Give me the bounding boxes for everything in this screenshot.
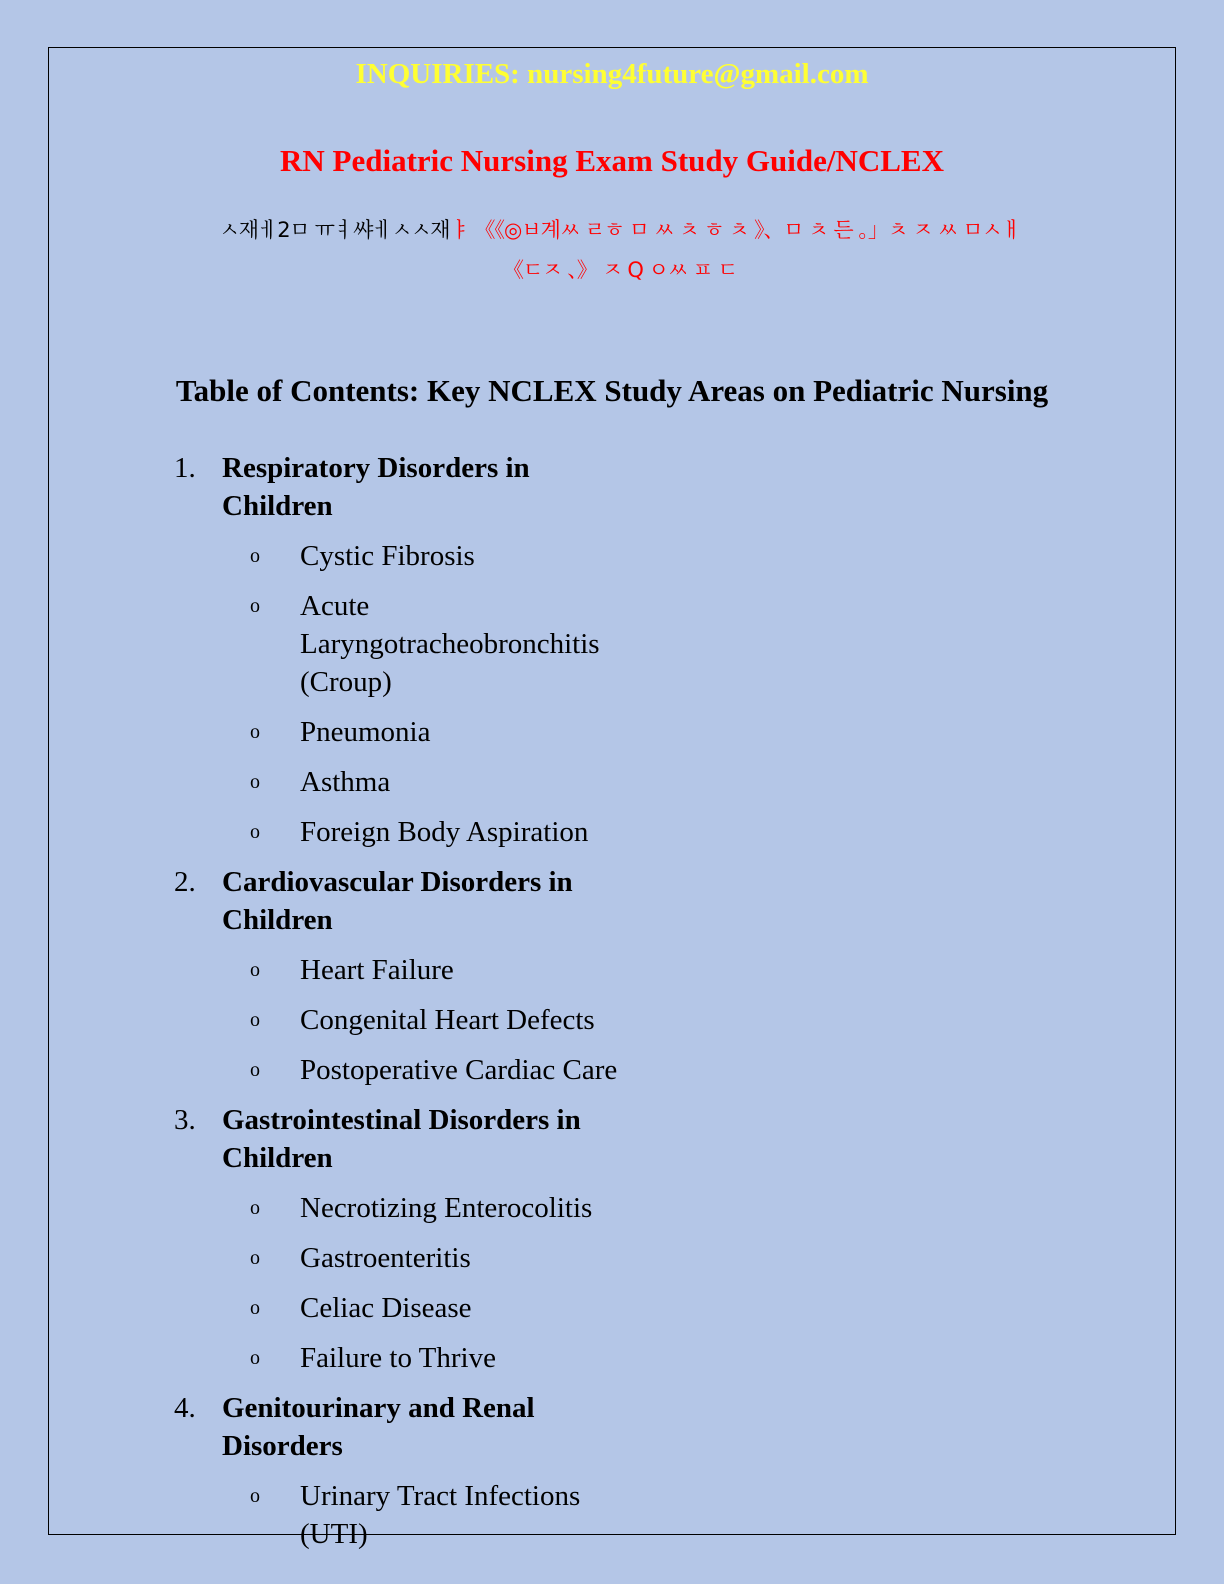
list-item (168, 1189, 668, 1227)
toc-section-gastrointestinal (168, 1101, 668, 1377)
topic-label: Postoperative Cardiac Care (300, 1054, 618, 1086)
toc-heading: Table of Contents: Key NCLEX Study Areas on Pediatric Nursing (175, 373, 1049, 408)
garbled-text-red: ㅑ 《《◎ㅂ계ㅆ ㄹㅎ ㅁ ㅆ ㅊ ㅎ ㅊ 》、ㅁ ㅊ 든 。」ㅊ ㅈ ㅆ ㅁㅅㅐ 《ㄷㅈ 、》 ㅈ Q ㅇㅆ ㅍ ㄷ (449, 218, 1021, 282)
list-item (168, 1289, 668, 1327)
list-item (168, 587, 668, 701)
list-item (168, 1339, 668, 1377)
list-item (168, 713, 668, 751)
bullet-marker: o (250, 1485, 260, 1507)
section-topics (168, 951, 668, 1089)
document-title: RN Pediatric Nursing Exam Study Guide/NCLEX (280, 143, 944, 178)
toc-section-genitourinary (168, 1389, 668, 1553)
bullet-marker: o (250, 1347, 260, 1369)
section-number: 2. (174, 866, 196, 898)
topic-label: Failure to Thrive (300, 1342, 496, 1374)
bullet-marker: o (250, 1009, 260, 1031)
bullet-marker: o (250, 595, 260, 617)
list-item (168, 1477, 668, 1553)
list-item (168, 537, 668, 575)
section-title: Genitourinary and Renal Disorders (222, 1392, 535, 1462)
toc-section-cardiovascular (168, 863, 668, 1089)
section-title: Cardiovascular Disorders in Children (222, 866, 573, 936)
topic-label: Urinary Tract Infections (UTI) (300, 1480, 581, 1550)
section-title: Gastrointestinal Disorders in Children (222, 1104, 581, 1174)
section-topics (168, 1477, 668, 1553)
section-topics (168, 1189, 668, 1377)
section-number: 3. (174, 1104, 196, 1136)
garbled-text-black: ㅅ재ㅔ2ㅁ ㅠㅕ쌰ㅔㅅㅅ재 (219, 218, 450, 242)
bullet-marker: o (250, 771, 260, 793)
list-item (168, 1051, 668, 1089)
section-title: Respiratory Disorders in Children (222, 452, 530, 522)
bullet-marker: o (250, 1297, 260, 1319)
list-item (168, 763, 668, 801)
bullet-marker: o (250, 545, 260, 567)
bullet-marker: o (250, 721, 260, 743)
topic-label: Foreign Body Aspiration (300, 816, 589, 848)
section-number: 4. (174, 1392, 196, 1424)
table-of-contents (168, 449, 668, 1565)
list-item (168, 1239, 668, 1277)
section-number: 1. (174, 452, 196, 484)
garbled-text (200, 210, 1040, 290)
topic-label: Pneumonia (300, 716, 431, 748)
bullet-marker: o (250, 1247, 260, 1269)
toc-section-respiratory (168, 449, 668, 851)
list-item (168, 951, 668, 989)
bullet-marker: o (250, 1197, 260, 1219)
topic-label: Necrotizing Enterocolitis (300, 1192, 593, 1224)
topic-label: Celiac Disease (300, 1292, 472, 1324)
section-topics (168, 537, 668, 851)
topic-label: Congenital Heart Defects (300, 1004, 595, 1036)
bullet-marker: o (250, 1059, 260, 1081)
inquiries-contact: INQUIRIES: nursing4future@gmail.com (355, 58, 869, 90)
topic-label: Asthma (300, 766, 391, 798)
topic-label: Acute Laryngotracheobronchitis (Croup) (300, 590, 600, 698)
bullet-marker: o (250, 821, 260, 843)
bullet-marker: o (250, 959, 260, 981)
topic-label: Gastroenteritis (300, 1242, 471, 1274)
list-item (168, 813, 668, 851)
topic-label: Cystic Fibrosis (300, 540, 475, 572)
list-item (168, 1001, 668, 1039)
topic-label: Heart Failure (300, 954, 454, 986)
